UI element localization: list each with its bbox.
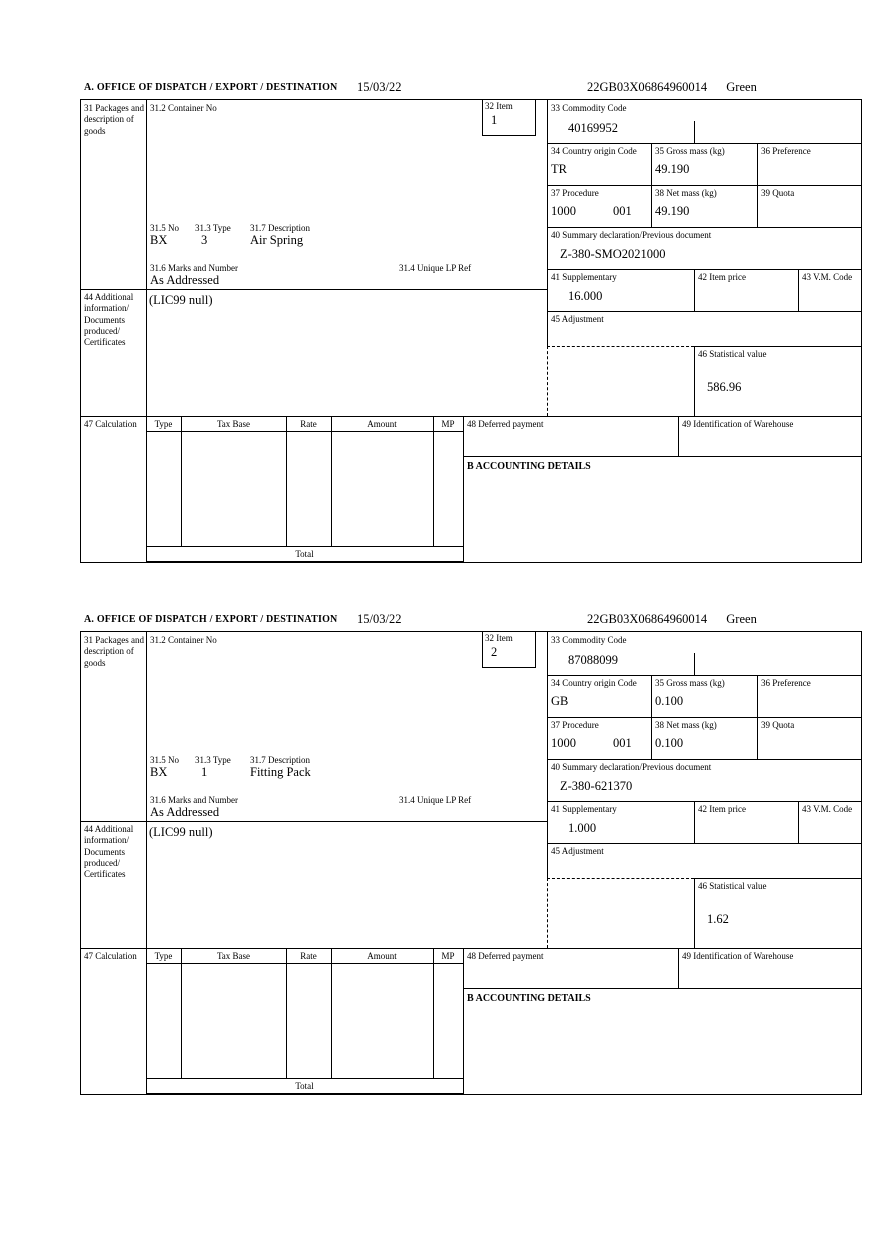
divider (181, 416, 182, 546)
country-origin-value: GB (551, 694, 569, 708)
supplementary-value: 1.000 (568, 821, 597, 835)
divider (547, 878, 694, 879)
previous-document-label: 40 Summary declaration/Previous document (551, 230, 712, 240)
procedure-label: 37 Procedure (551, 720, 599, 730)
divider (146, 561, 463, 562)
tax-type-header: Type (154, 951, 173, 961)
item-label: 32 Item (485, 101, 513, 111)
tax-base-header: Tax Base (216, 951, 251, 961)
box31-label: 31 Packages and description of goods (84, 635, 144, 668)
divider (547, 632, 548, 878)
divider (463, 988, 861, 989)
divider (181, 948, 182, 1078)
gross-mass-value: 49.190 (655, 162, 690, 176)
accounting-details-label: B ACCOUNTING DETAILS (467, 993, 591, 1004)
divider (463, 948, 464, 1094)
gross-mass-value: 0.100 (655, 694, 684, 708)
quota-label: 39 Quota (761, 188, 795, 198)
divider (81, 416, 861, 417)
divider (463, 416, 464, 562)
goods-description-label: 31.7 Description (250, 755, 310, 765)
office-of-dispatch-label: A. OFFICE OF DISPATCH / EXPORT / DESTINATION (84, 614, 338, 625)
previous-document-value: Z-380-SMO2021000 (560, 247, 666, 261)
divider (146, 546, 463, 547)
quota-label: 39 Quota (761, 720, 795, 730)
country-origin-label: 34 Country origin Code (551, 146, 637, 156)
commodity-code-tick (694, 653, 695, 675)
net-mass-label: 38 Net mass (kg) (655, 720, 717, 730)
procedure-extra-value: 001 (613, 204, 632, 218)
commodity-code-label: 33 Commodity Code (551, 635, 627, 645)
divider (547, 185, 861, 186)
supplementary-label: 41 Supplementary (551, 804, 617, 814)
routing-status: Green (726, 612, 757, 626)
divider (547, 269, 861, 270)
commodity-code-value: 40169952 (568, 121, 618, 135)
divider (463, 456, 861, 457)
procedure-value: 1000 (551, 736, 576, 750)
goods-description-value: Fitting Pack (250, 765, 311, 779)
dispatch-date: 15/03/22 (357, 80, 402, 94)
preference-label: 36 Preference (761, 146, 811, 156)
amount-header: Amount (367, 951, 397, 961)
supplementary-label: 41 Supplementary (551, 272, 617, 282)
office-of-dispatch-label: A. OFFICE OF DISPATCH / EXPORT / DESTINATION (84, 82, 338, 93)
divider (81, 289, 547, 290)
divider (678, 416, 679, 456)
commodity-code-value: 87088099 (568, 653, 618, 667)
divider (798, 269, 799, 311)
vm-code-label: 43 V.M. Code (802, 804, 853, 814)
net-mass-value: 0.100 (655, 736, 684, 750)
divider (798, 801, 799, 843)
net-mass-label: 38 Net mass (kg) (655, 188, 717, 198)
total-label: Total (295, 1081, 314, 1091)
adjustment-label: 45 Adjustment (551, 314, 604, 324)
item-number-value: 2 (491, 645, 498, 660)
divider (547, 717, 861, 718)
divider (146, 100, 147, 562)
gross-mass-label: 35 Gross mass (kg) (655, 146, 725, 156)
divider (331, 416, 332, 546)
divider (547, 759, 861, 760)
package-kind-value: BX (150, 765, 168, 779)
declaration-form (80, 631, 862, 1095)
commodity-code-tick (694, 121, 695, 143)
deferred-payment-label: 48 Deferred payment (467, 951, 544, 961)
divider (547, 675, 861, 676)
tax-type-header: Type (154, 419, 173, 429)
divider (694, 346, 695, 416)
total-label: Total (295, 549, 314, 559)
procedure-value: 1000 (551, 204, 576, 218)
item-box (482, 632, 536, 668)
rate-header: Rate (300, 951, 317, 961)
declaration-reference (587, 80, 757, 95)
unique-lp-ref-label: 31.4 Unique LP Ref (399, 263, 472, 273)
divider (433, 416, 434, 546)
unique-lp-ref-label: 31.4 Unique LP Ref (399, 795, 472, 805)
divider (547, 346, 548, 416)
divider (694, 269, 695, 311)
divider (694, 346, 861, 347)
box44-label: 44 Additional information/ Documents produced/ Certificates (84, 824, 134, 879)
declaration-form (80, 99, 862, 563)
box47-label: 47 Calculation (84, 951, 137, 961)
packages-type-label: 31.3 Type (195, 755, 231, 765)
package-count-value: 3 (201, 233, 208, 247)
accounting-details-label: B ACCOUNTING DETAILS (467, 461, 591, 472)
warehouse-id-label: 49 Identification of Warehouse (682, 951, 794, 961)
mrn-value: 22GB03X06864960014 (587, 612, 708, 626)
statistical-value: 1.62 (707, 912, 729, 926)
goods-description-value: Air Spring (250, 233, 304, 247)
divider (146, 632, 147, 1094)
divider (146, 1093, 463, 1094)
net-mass-value: 49.190 (655, 204, 690, 218)
divider (547, 346, 694, 347)
container-no-label: 31.2 Container No (150, 103, 217, 113)
declaration-reference (587, 612, 757, 627)
divider (146, 1078, 463, 1079)
box47-label: 47 Calculation (84, 419, 137, 429)
item-box (482, 100, 536, 136)
statistical-value-label: 46 Statistical value (698, 881, 767, 891)
routing-status: Green (726, 80, 757, 94)
packages-no-label: 31.5 No (150, 223, 179, 233)
item-number-value: 1 (491, 113, 498, 128)
statistical-value: 586.96 (707, 380, 742, 394)
marks-value: As Addressed (150, 805, 220, 819)
divider (331, 948, 332, 1078)
supplementary-value: 16.000 (568, 289, 603, 303)
marks-value: As Addressed (150, 273, 220, 287)
divider (547, 843, 861, 844)
box44-label: 44 Additional information/ Documents produced/ Certificates (84, 292, 134, 347)
divider (547, 227, 861, 228)
divider (286, 416, 287, 546)
divider (694, 878, 861, 879)
vm-code-label: 43 V.M. Code (802, 272, 853, 282)
previous-document-label: 40 Summary declaration/Previous document (551, 762, 712, 772)
divider (547, 143, 861, 144)
warehouse-id-label: 49 Identification of Warehouse (682, 419, 794, 429)
goods-description-label: 31.7 Description (250, 223, 310, 233)
item-price-label: 42 Item price (698, 804, 746, 814)
item-price-label: 42 Item price (698, 272, 746, 282)
divider (547, 878, 548, 948)
preference-label: 36 Preference (761, 678, 811, 688)
mp-header: MP (441, 951, 455, 961)
previous-document-value: Z-380-621370 (560, 779, 633, 793)
divider (694, 878, 695, 948)
tax-base-header: Tax Base (216, 419, 251, 429)
statistical-value-label: 46 Statistical value (698, 349, 767, 359)
container-no-label: 31.2 Container No (150, 635, 217, 645)
declaration-item-copy (80, 612, 864, 1104)
gross-mass-label: 35 Gross mass (kg) (655, 678, 725, 688)
procedure-extra-value: 001 (613, 736, 632, 750)
divider (146, 963, 463, 964)
divider (694, 801, 695, 843)
divider (81, 948, 861, 949)
divider (547, 100, 548, 346)
marks-number-label: 31.6 Marks and Number (150, 263, 238, 273)
packages-no-label: 31.5 No (150, 755, 179, 765)
country-origin-value: TR (551, 162, 567, 176)
rate-header: Rate (300, 419, 317, 429)
divider (547, 311, 861, 312)
adjustment-label: 45 Adjustment (551, 846, 604, 856)
package-kind-value: BX (150, 233, 168, 247)
item-label: 32 Item (485, 633, 513, 643)
divider (678, 948, 679, 988)
mrn-value: 22GB03X06864960014 (587, 80, 708, 94)
amount-header: Amount (367, 419, 397, 429)
commodity-code-label: 33 Commodity Code (551, 103, 627, 113)
dispatch-date: 15/03/22 (357, 612, 402, 626)
country-origin-label: 34 Country origin Code (551, 678, 637, 688)
declaration-item-copy (80, 80, 864, 572)
additional-info-value: (LIC99 null) (149, 293, 213, 307)
divider (547, 801, 861, 802)
marks-number-label: 31.6 Marks and Number (150, 795, 238, 805)
mp-header: MP (441, 419, 455, 429)
procedure-label: 37 Procedure (551, 188, 599, 198)
deferred-payment-label: 48 Deferred payment (467, 419, 544, 429)
divider (433, 948, 434, 1078)
divider (81, 821, 547, 822)
additional-info-value: (LIC99 null) (149, 825, 213, 839)
packages-type-label: 31.3 Type (195, 223, 231, 233)
divider (146, 431, 463, 432)
box31-label: 31 Packages and description of goods (84, 103, 144, 136)
divider (286, 948, 287, 1078)
package-count-value: 1 (201, 765, 208, 779)
